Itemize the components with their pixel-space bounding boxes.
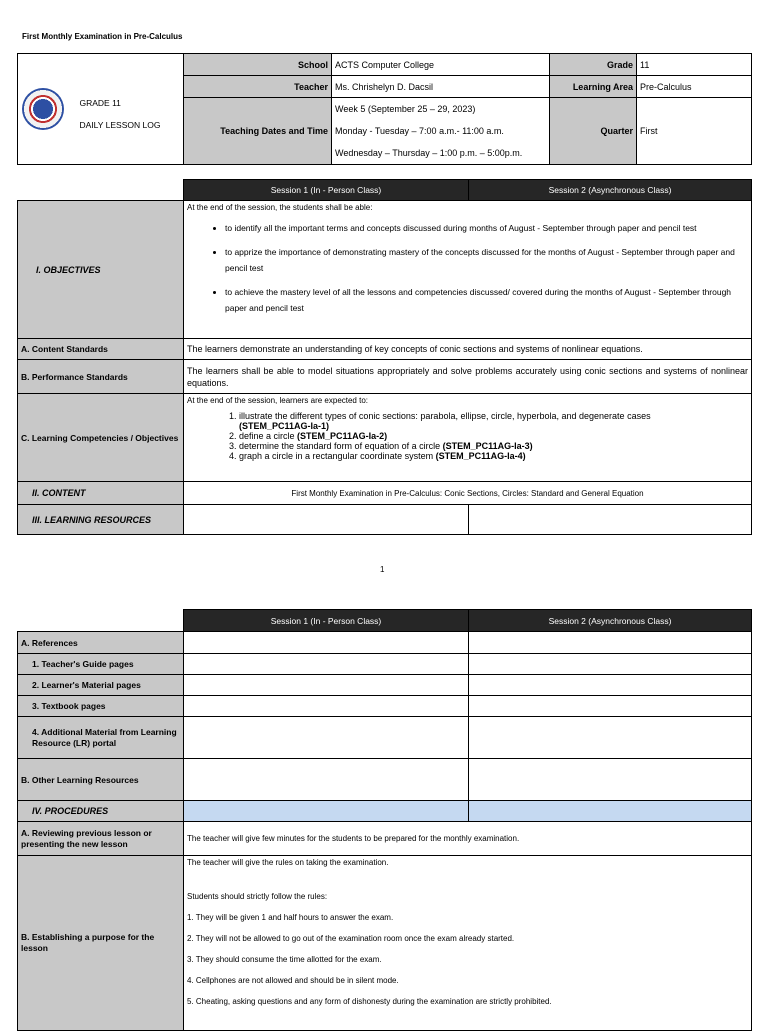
competency-item: 2. define a circle (STEM_PC11AG-Ia-2) [239,431,748,441]
teacher-label: Teacher [184,76,332,98]
school-value: ACTS Computer College [332,54,550,76]
procedures-label: IV. PROCEDURES [18,801,184,822]
content-text: First Monthly Examination in Pre-Calculus: Conic Sections, Circles: Standard and General Equation [184,482,752,505]
am-s1 [184,717,469,759]
content-standards-label: A. Content Standards [18,339,184,360]
tb-s2 [469,696,752,717]
olr-s1 [184,759,469,801]
lesson-info-table [17,53,752,165]
procedures-s2 [469,801,752,822]
resources-session2 [469,505,752,535]
resources-session1 [184,505,469,535]
references-label: A. References [18,632,184,654]
performance-standards-label: B. Performance Standards [18,360,184,394]
lm-s1 [184,675,469,696]
tg-s1 [184,654,469,675]
content-label: II. CONTENT [18,482,184,505]
other-resources-label: B. Other Learning Resources [18,759,184,801]
tb-s1 [184,696,469,717]
session1-header: Session 1 (In - Person Class) [184,610,469,632]
content-standards-text: The learners demonstrate an understanding of key concepts of conic sections and systems of nonlinear equations. [184,339,752,360]
dates-value [332,98,550,165]
learners-material-label: 2. Learner's Material pages [18,675,184,696]
blank-corner [18,180,184,201]
purpose-body [184,856,752,1031]
teacher-value: Ms. Chrishelyn D. Dacsil [332,76,550,98]
deped-seal-icon [22,88,64,130]
session2-header: Session 2 (Asynchronous Class) [469,180,752,201]
school-logo-cell [18,54,184,165]
references-s1 [184,632,469,654]
references-s2 [469,632,752,654]
teachers-guide-label: 1. Teacher's Guide pages [18,654,184,675]
dates-line-2: Monday - Tuesday – 7:00 a.m.- 11:00 a.m. [335,126,504,136]
blank-corner [18,610,184,632]
session1-header: Session 1 (In - Person Class) [184,180,469,201]
log-heading: DAILY LESSON LOG [79,119,161,130]
competency-item: 4. graph a circle in a rectangular coordinate system (STEM_PC11AG-Ia-4) [239,451,748,461]
rule-item: 2. They will not be allowed to go out of the examination room once the exam already started. [187,934,515,943]
olr-s2 [469,759,752,801]
quarter-value: First [637,98,752,165]
performance-standards-text: The learners shall be able to model situations appropriately and solve problems accurately using conic sections and systems of nonlinear equations. [184,360,752,394]
school-label: School [184,54,332,76]
lm-s2 [469,675,752,696]
rule-item: 1. They will be given 1 and half hours to answer the exam. [187,913,394,922]
purpose-label: B. Establishing a purpose for the lesson [18,856,184,1031]
page-number: 1 [380,565,385,574]
objectives-body [184,201,752,339]
learning-resources-label: III. LEARNING RESOURCES [18,505,184,535]
document-title: First Monthly Examination in Pre-Calculus [22,32,183,41]
reviewing-lesson-label: A. Reviewing previous lesson or presenting the new lesson [18,822,184,856]
lesson-plan-table-page2 [17,609,752,1031]
competencies-body [184,394,752,482]
am-s2 [469,717,752,759]
procedures-s1 [184,801,469,822]
quarter-label: Quarter [550,98,637,165]
grade-value: 11 [637,54,752,76]
purpose-intro: The teacher will give the rules on taking the examination. [187,858,389,867]
textbook-pages-label: 3. Textbook pages [18,696,184,717]
additional-material-label: 4. Additional Material from Learning Resource (LR) portal [18,717,184,759]
competency-item: 3. determine the standard form of equation of a circle (STEM_PC11AG-Ia-3) [239,441,748,451]
objectives-intro: At the end of the session, the students shall be able: [187,203,373,212]
objective-item: • to achieve the mastery level of all the lessons and competencies discussed/ covered during the months of August - September through paper and pencil test [225,284,748,316]
competency-item: 1. illustrate the different types of conic sections: parabola, ellipse, circle, hyperbola, and degenerate cases (STEM_PC11AG-Ia-1) [239,411,748,431]
objectives-list [187,220,748,316]
grade-label: Grade [550,54,637,76]
tg-s2 [469,654,752,675]
dates-label: Teaching Dates and Time [184,98,332,165]
session2-header: Session 2 (Asynchronous Class) [469,610,752,632]
objective-item: • to identify all the important terms and concepts discussed during months of August - September through paper and pencil test [225,220,748,236]
learning-area-label: Learning Area [550,76,637,98]
dates-line-1: Week 5 (September 25 – 29, 2023) [335,104,476,114]
competencies-list [187,411,748,461]
dates-line-3: Wednesday – Thursday – 1:00 p.m. – 5:00p.m. [335,148,523,158]
rule-item: 4. Cellphones are not allowed and should be in silent mode. [187,976,399,985]
learning-area-value: Pre-Calculus [637,76,752,98]
purpose-follow: Students should strictly follow the rules: [187,892,328,901]
lesson-plan-table-page1 [17,179,752,535]
reviewing-lesson-text: The teacher will give few minutes for the students to be prepared for the monthly examination. [184,822,752,856]
rule-item: 5. Cheating, asking questions and any form of dishonesty during the examination are strictly prohibited. [187,997,552,1006]
objective-item: • to apprize the importance of demonstrating mastery of the concepts discussed for the months of August - September through paper and pencil test [225,244,748,276]
competencies-intro: At the end of the session, learners are expected to: [187,396,368,405]
competencies-label: C. Learning Competencies / Objectives [18,394,184,482]
rule-item: 3. They should consume the time allotted for the exam. [187,955,382,964]
grade-heading: GRADE 11 [79,97,121,108]
objectives-label: I. OBJECTIVES [18,201,184,339]
